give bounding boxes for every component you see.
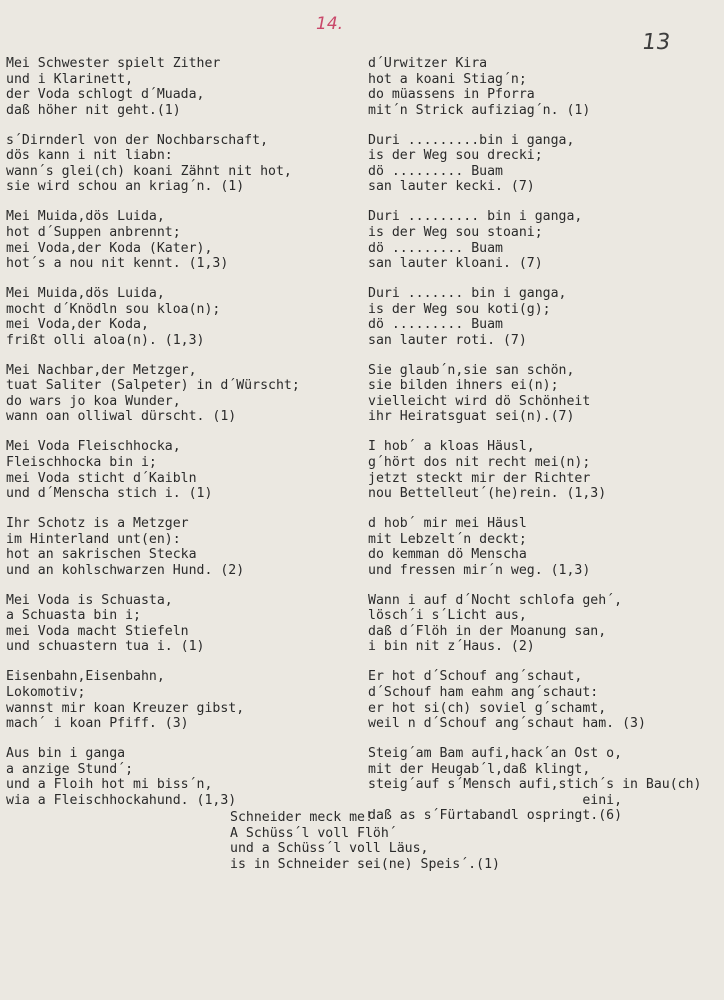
verse-line: Mei Voda Fleischhocka, <box>6 439 181 455</box>
verse-line: Aus bin i ganga <box>6 746 126 762</box>
verse-line: er hot si(ch) soviel g´schamt, <box>368 700 607 716</box>
left-column <box>6 56 354 823</box>
verse-line: i bin nit z´Haus. (2) <box>368 639 535 655</box>
stanza <box>6 133 354 195</box>
verse-line: jetzt steckt mir der Richter <box>368 470 591 486</box>
stanza <box>368 209 718 271</box>
verse-line: is in Schneider sei(ne) Speis´.(1) <box>230 856 500 872</box>
verse-line: lösch´i s´Licht aus, <box>368 608 527 624</box>
verse-line: Sie glaub´n,sie san schön, <box>368 362 575 378</box>
verse-line: frißt olli aloa(n). (1,3) <box>6 332 205 348</box>
verse-line: d´Schouf ham eahm ang´schaut: <box>368 684 599 700</box>
right-column <box>368 56 718 838</box>
verse-line: dö ......... Buam <box>368 240 503 256</box>
verse-line: mei Voda,der Koda (Kater), <box>6 240 213 256</box>
verse-line: und a Floih hot mi biss´n, <box>6 777 213 793</box>
verse-line: Mei Schwester spielt Zither <box>6 56 221 71</box>
verse-line: sie bilden ihners ei(n); <box>368 378 559 394</box>
verse-line: mocht d´Knödln sou kloa(n); <box>6 301 221 317</box>
verse-line: Eisenbahn,Eisenbahn, <box>6 669 165 685</box>
verse-line: Steig´am Bam aufi,hack´an Ost o, <box>368 746 623 762</box>
stanza <box>368 363 718 425</box>
verse-line: is der Weg sou drecki; <box>368 148 543 164</box>
verse-line: sie wird schou an kriag´n. (1) <box>6 179 245 195</box>
verse-line: Ihr Schotz is a Metzger <box>6 516 189 532</box>
stanza <box>6 746 354 808</box>
verse-line: is der Weg sou stoani; <box>368 224 543 240</box>
verse-line: Mei Muida,dös Luida, <box>6 209 165 225</box>
verse-line: und i Klarinett, <box>6 71 134 87</box>
stanza <box>6 363 354 425</box>
stanza <box>368 593 718 655</box>
stanza <box>6 209 354 271</box>
verse-line: ihr Heiratsguat sei(n).(7) <box>368 409 575 425</box>
verse-line: Mei Muida,dös Luida, <box>6 286 165 302</box>
verse-line: a Schuasta bin i; <box>6 608 141 624</box>
verse-line: mach´ i koan Pfiff. (3) <box>6 716 189 732</box>
stanza <box>6 593 354 655</box>
verse-line: daß d´Flöh in der Moanung san, <box>368 623 607 639</box>
verse-line: Duri ....... bin i ganga, <box>368 286 567 302</box>
verse-line: und fressen mir´n weg. (1,3) <box>368 562 591 578</box>
stanza <box>368 133 718 195</box>
verse-line: d´Urwitzer Kira <box>368 56 488 71</box>
verse-line: mei Voda sticht d´Kaibln <box>6 470 197 486</box>
verse-line: wann oan olliwal dürscht. (1) <box>6 409 237 425</box>
stanza <box>6 286 354 348</box>
verse-line: daß höher nit geht.(1) <box>6 102 181 118</box>
verse-line: wia a Fleischhockahund. (1,3) <box>6 792 237 808</box>
verse-line: san lauter kecki. (7) <box>368 179 535 195</box>
verse-line: Mei Voda is Schuasta, <box>6 592 173 608</box>
stanza <box>368 56 718 118</box>
verse-line: wannst mir koan Kreuzer gibst, <box>6 700 245 716</box>
verse-line: hot´s a nou nit kennt. (1,3) <box>6 256 229 272</box>
verse-line: und d´Menscha stich i. (1) <box>6 486 213 502</box>
verse-line: s´Dirnderl von der Nochbarschaft, <box>6 132 269 148</box>
stanza <box>368 439 718 501</box>
verse-line: nou Bettelleut´(he)rein. (1,3) <box>368 486 607 502</box>
page-number-handwritten: 13 <box>640 30 672 55</box>
verse-line: mei Voda,der Koda, <box>6 317 149 333</box>
verse-line: d hob´ mir mei Häusl <box>368 516 527 532</box>
verse-line: dö ......... Buam <box>368 317 503 333</box>
verse-line: Er hot d´Schouf ang´schaut, <box>368 669 583 685</box>
verse-line: mit Lebzelt´n deckt; <box>368 531 527 547</box>
verse-line: Schneider meck me! <box>230 810 373 825</box>
verse-line: Fleischhocka bin i; <box>6 454 157 470</box>
stanza <box>6 669 354 731</box>
verse-line: san lauter roti. (7) <box>368 332 527 348</box>
verse-line: weil n d´Schouf ang´schaut ham. (3) <box>368 716 646 732</box>
verse-line: eini, <box>368 792 623 808</box>
verse-line: do müassens in Pforra <box>368 87 535 103</box>
verse-line: Duri ......... bin i ganga, <box>368 209 583 225</box>
stanza <box>368 516 718 578</box>
verse-line: a anzige Stund´; <box>6 761 134 777</box>
verse-line: hot an sakrischen Stecka <box>6 547 197 563</box>
verse-line: san lauter kloani. (7) <box>368 256 543 272</box>
stanza <box>368 286 718 348</box>
stanza <box>6 439 354 501</box>
verse-line: is der Weg sou koti(g); <box>368 301 551 317</box>
verse-line: und a Schüss´l voll Läus, <box>230 841 429 857</box>
verse-line: und schuastern tua i. (1) <box>6 639 205 655</box>
verse-line: mit´n Strick aufiziag´n. (1) <box>368 102 591 118</box>
page-number-red: 14. <box>316 14 344 34</box>
verse-line: und an kohlschwarzen Hund. (2) <box>6 562 245 578</box>
verse-line: Lokomotiv; <box>6 684 86 700</box>
stanza <box>368 669 718 731</box>
verse-line: hot d´Suppen anbrennt; <box>6 224 181 240</box>
verse-line: dö ......... Buam <box>368 163 503 179</box>
verse-line: I hob´ a kloas Häusl, <box>368 439 535 455</box>
verse-line: im Hinterland unt(en): <box>6 531 181 547</box>
verse-line: wann´s glei(ch) koani Zähnt nit hot, <box>6 163 292 179</box>
verse-line: A Schüss´l voll Flöh´ <box>230 825 397 841</box>
verse-line: do wars jo koa Wunder, <box>6 393 181 409</box>
verse-line: hot a koani Stiag´n; <box>368 71 527 87</box>
verse-line: Wann i auf d´Nocht schlofa geh´, <box>368 592 623 608</box>
verse-line: tuat Saliter (Salpeter) in d´Würscht; <box>6 378 300 394</box>
verse-line: steig´auf s´Mensch aufi,stich´s in Bau(ch) <box>368 777 702 793</box>
verse-line: Mei Nachbar,der Metzger, <box>6 362 197 378</box>
verse-line: g´hört dos nit recht mei(n); <box>368 454 591 470</box>
verse-line: daß as s´Fürtabandl ospringt.(6) <box>368 808 623 824</box>
verse-line: vielleicht wird dö Schönheit <box>368 393 591 409</box>
stanza <box>6 56 354 118</box>
stanza <box>6 516 354 578</box>
verse-line: dös kann i nit liabn: <box>6 148 173 164</box>
verse-line: mit der Heugab´l,daß klingt, <box>368 761 591 777</box>
verse-line: der Voda schlogt d´Muada, <box>6 87 205 103</box>
verse-line: do kemman dö Menscha <box>368 547 527 563</box>
footer-stanza <box>230 810 500 872</box>
verse-line: mei Voda macht Stiefeln <box>6 623 189 639</box>
verse-line: Duri .........bin i ganga, <box>368 132 575 148</box>
